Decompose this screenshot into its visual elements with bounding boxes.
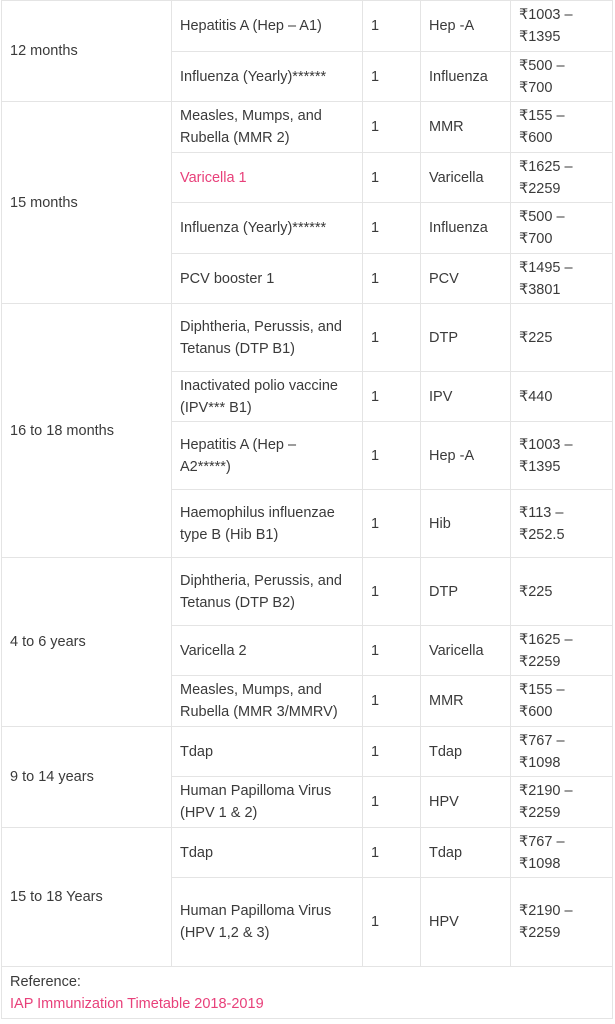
age-cell: 15 to 18 Years — [2, 828, 172, 967]
abbreviation-cell: HPV — [421, 878, 511, 967]
dose-cell: 1 — [363, 304, 421, 372]
cost-cell: ₹155 – ₹600 — [511, 102, 613, 153]
vaccine-schedule-table — [1, 0, 613, 1019]
cost-cell: ₹1625 – ₹2259 — [511, 626, 613, 676]
age-cell: 16 to 18 months — [2, 304, 172, 558]
table-row — [2, 304, 613, 372]
abbreviation-cell: Tdap — [421, 727, 511, 777]
abbreviation-cell: MMR — [421, 676, 511, 727]
reference-label: Reference: — [10, 973, 81, 990]
dose-cell: 1 — [363, 490, 421, 558]
dose-cell: 1 — [363, 558, 421, 626]
vaccine-name-cell: Measles, Mumps, and Rubella (MMR 3/MMRV) — [172, 676, 363, 727]
abbreviation-cell: Influenza — [421, 52, 511, 102]
reference-link[interactable]: IAP Immunization Timetable 2018-2019 — [10, 995, 264, 1012]
dose-cell: 1 — [363, 422, 421, 490]
abbreviation-cell: Hib — [421, 490, 511, 558]
cost-cell: ₹1625 – ₹2259 — [511, 153, 613, 203]
dose-cell: 1 — [363, 676, 421, 727]
cost-cell: ₹2190 – ₹2259 — [511, 777, 613, 828]
abbreviation-cell: MMR — [421, 102, 511, 153]
abbreviation-cell: DTP — [421, 304, 511, 372]
cost-cell: ₹500 – ₹700 — [511, 52, 613, 102]
vaccine-name-cell: Human Papilloma Virus (HPV 1,2 & 3) — [172, 878, 363, 967]
reference-cell — [2, 967, 613, 1019]
reference-row — [2, 967, 613, 1019]
dose-cell: 1 — [363, 153, 421, 203]
dose-cell: 1 — [363, 878, 421, 967]
dose-cell: 1 — [363, 777, 421, 828]
age-cell: 15 months — [2, 102, 172, 304]
vaccine-name-cell: Tdap — [172, 727, 363, 777]
vaccine-name-cell: Diphtheria, Perussis, and Tetanus (DTP B2) — [172, 558, 363, 626]
cost-cell: ₹1003 – ₹1395 — [511, 422, 613, 490]
abbreviation-cell: DTP — [421, 558, 511, 626]
vaccine-name-cell: Inactivated polio vaccine (IPV*** B1) — [172, 372, 363, 422]
cost-cell: ₹225 — [511, 558, 613, 626]
abbreviation-cell: Varicella — [421, 153, 511, 203]
vaccine-name-cell: Diphtheria, Perussis, and Tetanus (DTP B1) — [172, 304, 363, 372]
cost-cell: ₹225 — [511, 304, 613, 372]
vaccine-name-cell: Influenza (Yearly)****** — [172, 203, 363, 254]
vaccine-name-cell: Influenza (Yearly)****** — [172, 52, 363, 102]
dose-cell: 1 — [363, 102, 421, 153]
dose-cell: 1 — [363, 626, 421, 676]
age-cell: 4 to 6 years — [2, 558, 172, 727]
dose-cell: 1 — [363, 254, 421, 304]
cost-cell: ₹440 — [511, 372, 613, 422]
vaccine-name-cell: Human Papilloma Virus (HPV 1 & 2) — [172, 777, 363, 828]
abbreviation-cell: Tdap — [421, 828, 511, 878]
table-row — [2, 727, 613, 777]
dose-cell: 1 — [363, 1, 421, 52]
table-row — [2, 558, 613, 626]
table-row — [2, 828, 613, 878]
abbreviation-cell: IPV — [421, 372, 511, 422]
vaccine-name-cell: Haemophilus influenzae type B (Hib B1) — [172, 490, 363, 558]
cost-cell: ₹767 – ₹1098 — [511, 828, 613, 878]
abbreviation-cell: PCV — [421, 254, 511, 304]
vaccine-name-cell: Hepatitis A (Hep – A2*****) — [172, 422, 363, 490]
dose-cell: 1 — [363, 52, 421, 102]
cost-cell: ₹2190 – ₹2259 — [511, 878, 613, 967]
cost-cell: ₹1003 – ₹1395 — [511, 1, 613, 52]
abbreviation-cell: Influenza — [421, 203, 511, 254]
abbreviation-cell: HPV — [421, 777, 511, 828]
vaccine-name-cell: Hepatitis A (Hep – A1) — [172, 1, 363, 52]
table-row — [2, 1, 613, 52]
varicella-link[interactable]: Varicella 1 — [180, 169, 247, 186]
cost-cell: ₹155 – ₹600 — [511, 676, 613, 727]
cost-cell: ₹500 – ₹700 — [511, 203, 613, 254]
dose-cell: 1 — [363, 727, 421, 777]
table-row — [2, 102, 613, 153]
vaccine-name-cell: Measles, Mumps, and Rubella (MMR 2) — [172, 102, 363, 153]
age-cell: 9 to 14 years — [2, 727, 172, 828]
vaccine-name-cell: Tdap — [172, 828, 363, 878]
vaccine-name-cell: PCV booster 1 — [172, 254, 363, 304]
abbreviation-cell: Hep -A — [421, 422, 511, 490]
cost-cell: ₹767 – ₹1098 — [511, 727, 613, 777]
dose-cell: 1 — [363, 203, 421, 254]
vaccine-name-cell: Varicella 2 — [172, 626, 363, 676]
abbreviation-cell: Varicella — [421, 626, 511, 676]
abbreviation-cell: Hep -A — [421, 1, 511, 52]
age-cell: 12 months — [2, 1, 172, 102]
dose-cell: 1 — [363, 828, 421, 878]
cost-cell: ₹1495 – ₹3801 — [511, 254, 613, 304]
dose-cell: 1 — [363, 372, 421, 422]
cost-cell: ₹113 – ₹252.5 — [511, 490, 613, 558]
